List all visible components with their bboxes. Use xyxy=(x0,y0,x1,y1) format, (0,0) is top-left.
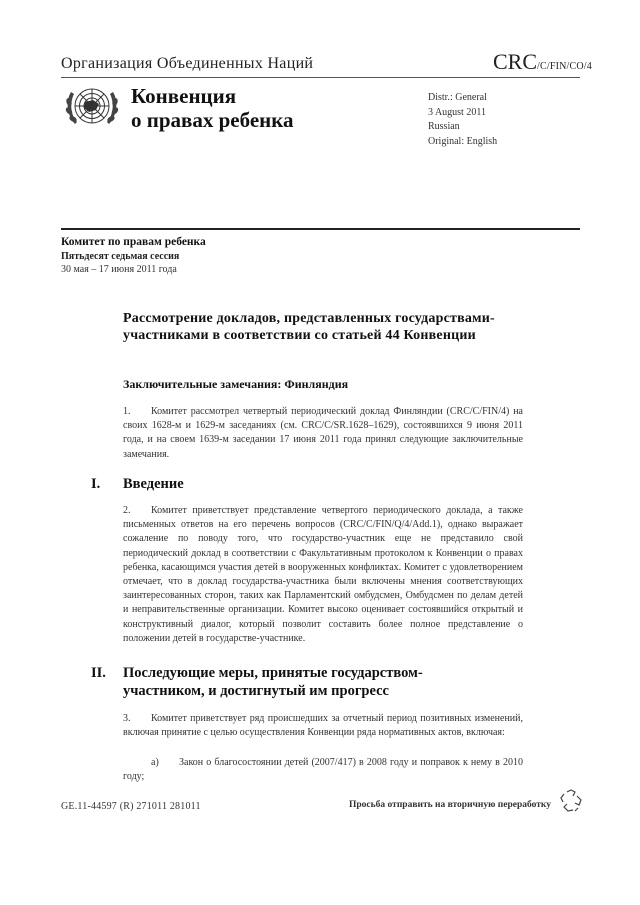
section-number: I. xyxy=(91,476,101,492)
symbol-sub: /C/FIN/CO/4 xyxy=(537,61,592,72)
paragraph-number: 2. xyxy=(123,505,131,516)
distr-line: Distr.: General xyxy=(428,92,487,103)
list-item-text: Закон о благосостоянии детей (2007/417) в 2008 году и поправок к нему в 2010 году; xyxy=(123,757,523,783)
paragraph-number: 1. xyxy=(123,406,131,417)
section-heading-1 xyxy=(91,475,521,495)
paragraph-3 xyxy=(123,712,523,740)
convention-title xyxy=(131,84,294,132)
section-title: Последующие меры, принятые государством-участником, и достигнутый им прогресс xyxy=(123,665,423,699)
symbol-main: CRC xyxy=(492,49,537,74)
language-line: Russian xyxy=(428,121,460,132)
subtitle: Заключительные замечания: Финляндия xyxy=(123,377,349,391)
title-line-2: о правах ребенка xyxy=(131,108,294,132)
distribution-info xyxy=(428,91,497,149)
document-symbol xyxy=(493,49,592,75)
recycle-icon xyxy=(558,788,584,814)
paragraph-text: Комитет рассмотрел четвертый периодический доклад Финляндии (CRC/C/FIN/4) на своих 1628-м и 1629-м заседаниях (см. CRC/C/SR.1628–1629), состоявшихся 9 июня 2011 года, и на своем 1639-м заседании 17 июня 2011 года принял следующие заключительные замечания. xyxy=(123,406,523,460)
header-rule xyxy=(61,77,580,78)
un-emblem-icon xyxy=(63,80,121,132)
original-language-line: Original: English xyxy=(428,135,498,147)
paragraph-number: 3. xyxy=(123,713,131,724)
list-item-a xyxy=(123,756,523,784)
session-name: Пятьдесят седьмая сессия xyxy=(61,251,180,262)
paragraph-2 xyxy=(123,504,523,646)
section-heading-2 xyxy=(91,664,521,704)
section-title: Введение xyxy=(123,476,184,492)
committee-name: Комитет по правам ребенка xyxy=(61,236,206,248)
recycle-note: Просьба отправить на вторичную переработку xyxy=(349,800,551,810)
paragraph-text: Комитет приветствует ряд происшедших за отчетный период позитивных изменений, включая принятие с целью осуществления Конвенции ряда нормативных актов, включая: xyxy=(123,713,523,739)
paragraph-1 xyxy=(123,405,523,462)
date-line: 3 August 2011 xyxy=(428,106,486,118)
section-number: II. xyxy=(91,665,106,681)
paragraph-text: Комитет приветствует представление четвертого периодического доклада, а также письменных ответов на его перечень вопросов (CRC/C/FIN/Q/4/Add.1), однако выражает сожаление по поводу того, что государство-участник еще не представило свой периодический доклад в соответствии с Факультативным протоколом к Конвенции о правах ребенка, касающимся участия детей в вооруженных конфликтах. Комитет с удовлетворением отмечает, что в доклад государства-участника были включены мнения соответствующих заинтересованных сторон, таких как Парламентский омбудсмен, Омбудсмен по делам детей и неправительственные организации. Комитет высоко оценивает состоявшийся открытый и конструктивный диалог, который позволит составить более полное представление о положении детей в государстве-участнике. xyxy=(123,505,523,644)
title-line-1: Конвенция xyxy=(131,84,237,108)
session-dates: 30 мая – 17 июня 2011 года xyxy=(61,264,177,275)
list-item-label: a) xyxy=(151,757,159,768)
meta-rule xyxy=(61,228,580,230)
organization-name: Организация Объединенных Наций xyxy=(61,55,314,72)
main-title: Рассмотрение докладов, представленных государствами-участниками в соответствии со статьей 44 Конвенции xyxy=(123,311,495,343)
job-number: GE.11-44597 (R) 271011 281011 xyxy=(61,801,201,812)
